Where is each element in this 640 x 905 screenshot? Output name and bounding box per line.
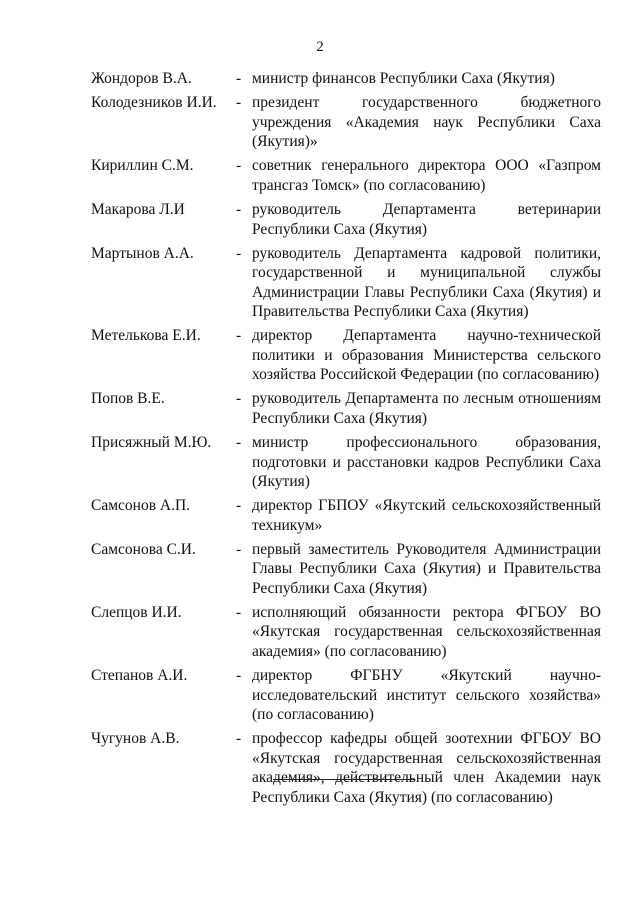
page-number: 2 bbox=[316, 39, 324, 55]
separator-dash: - bbox=[236, 730, 242, 748]
member-list bbox=[91, 69, 601, 812]
list-item bbox=[91, 200, 601, 239]
member-name: Степанов А.И. bbox=[91, 667, 188, 685]
member-position: президент государственного бюджетного учреждения «Академия наук Республики Саха (Якутия)» bbox=[252, 94, 601, 151]
list-item bbox=[91, 93, 601, 151]
separator-dash: - bbox=[236, 667, 242, 685]
member-position: руководитель Департамента кадровой политики, государственной и муниципальной службы Администрации Главы Республики Саха (Якутия) и Правительства Республики Саха (Якутия) bbox=[252, 244, 601, 321]
member-name: Колодезников И.И. bbox=[91, 94, 217, 112]
member-position: первый заместитель Руководителя Администрации Главы Республики Саха (Якутия) и Правительства Республики Саха (Якутия) bbox=[252, 540, 601, 597]
separator-dash: - bbox=[236, 157, 242, 175]
separator-dash: - bbox=[236, 244, 242, 262]
list-item bbox=[91, 729, 601, 807]
member-name: Макарова Л.И bbox=[91, 201, 185, 219]
list-item bbox=[91, 156, 601, 195]
separator-dash: - bbox=[236, 497, 242, 515]
list-item bbox=[91, 540, 601, 598]
member-name: Чугунов А.В. bbox=[91, 730, 180, 748]
member-name: Присяжный М.Ю. bbox=[91, 434, 212, 452]
list-item bbox=[91, 326, 601, 384]
list-item bbox=[91, 69, 601, 88]
end-divider bbox=[273, 779, 414, 780]
member-name: Слепцов И.И. bbox=[91, 604, 182, 622]
member-position: министр финансов Республики Саха (Якутия) bbox=[252, 70, 555, 87]
member-name: Самсонова С.И. bbox=[91, 540, 196, 558]
list-item bbox=[91, 603, 601, 661]
separator-dash: - bbox=[236, 94, 242, 112]
member-position: руководитель Департамента ветеринарии Республики Саха (Якутия) bbox=[252, 201, 601, 238]
member-name: Метелькова Е.И. bbox=[91, 327, 201, 345]
member-position: профессор кафедры общей зоотехнии ФГБОУ ВО «Якутская государственная сельскохозяйственная академия», действительный член Академии наук Республики Саха (Якутия) (по согласованию) bbox=[252, 730, 601, 806]
list-item bbox=[91, 666, 601, 724]
list-item bbox=[91, 244, 601, 322]
member-position: директор ФГБНУ «Якутский научно-исследовательский институт сельского хозяйства» (по согласованию) bbox=[252, 667, 601, 723]
member-name: Попов В.Е. bbox=[91, 390, 165, 408]
member-name: Самсонов А.П. bbox=[91, 497, 191, 515]
list-item bbox=[91, 389, 601, 428]
member-name: Жондоров В.А. bbox=[91, 70, 192, 87]
member-position: советник генерального директора ООО «Газпром трансгаз Томск» (по согласованию) bbox=[252, 157, 601, 194]
separator-dash: - bbox=[236, 390, 242, 408]
list-item bbox=[91, 496, 601, 535]
separator-dash: - bbox=[236, 201, 242, 219]
member-name: Мартынов А.А. bbox=[91, 244, 194, 262]
member-name: Кириллин С.М. bbox=[91, 157, 194, 175]
list-item bbox=[91, 433, 601, 491]
member-position: руководитель Департамента по лесным отношениям Республики Саха (Якутия) bbox=[252, 390, 601, 427]
member-position: исполняющий обязанности ректора ФГБОУ ВО «Якутская государственная сельскохозяйственная академия» (по согласованию) bbox=[252, 604, 601, 660]
member-position: директор Департамента научно-технической политики и образования Министерства сельского хозяйства Российской Федерации (по согласованию) bbox=[252, 327, 601, 384]
separator-dash: - bbox=[236, 434, 242, 452]
member-position: директор ГБПОУ «Якутский сельскохозяйственный техникум» bbox=[252, 497, 601, 534]
separator-dash: - bbox=[236, 70, 242, 87]
separator-dash: - bbox=[236, 540, 242, 558]
separator-dash: - bbox=[236, 327, 242, 345]
member-position: министр профессионального образования, подготовки и расстановки кадров Республики Саха (Якутия) bbox=[252, 434, 601, 490]
separator-dash: - bbox=[236, 604, 242, 622]
